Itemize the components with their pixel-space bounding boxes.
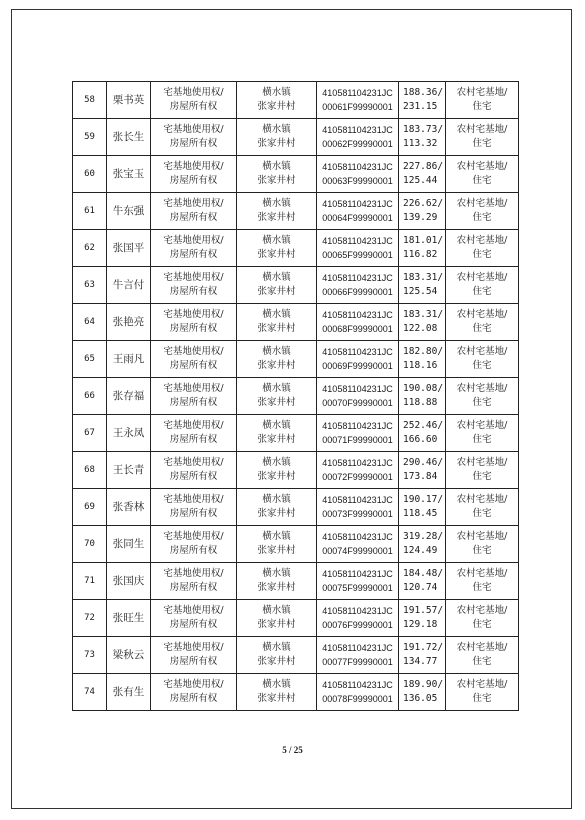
area-values-cell: 290.46/ 173.84	[399, 452, 446, 489]
location-cell: 横水镇 张家井村	[237, 82, 317, 119]
land-use-cell: 农村宅基地/ 住宅	[446, 156, 519, 193]
owner-name-cell: 梁秋云	[107, 637, 151, 674]
row-number-cell: 64	[73, 304, 107, 341]
owner-name-cell: 张宝玉	[107, 156, 151, 193]
table-row	[73, 415, 519, 452]
unit-code-cell: 410581104231JC 00074F99990001	[317, 526, 399, 563]
location-cell: 横水镇 张家井村	[237, 674, 317, 711]
row-number-cell: 58	[73, 82, 107, 119]
unit-code-cell: 410581104231JC 00076F99990001	[317, 600, 399, 637]
area-values-cell: 319.28/ 124.49	[399, 526, 446, 563]
row-number-cell: 74	[73, 674, 107, 711]
area-values-cell: 252.46/ 166.60	[399, 415, 446, 452]
area-values-cell: 184.48/ 120.74	[399, 563, 446, 600]
table-row	[73, 341, 519, 378]
location-cell: 横水镇 张家井村	[237, 193, 317, 230]
land-use-cell: 农村宅基地/ 住宅	[446, 230, 519, 267]
unit-code-cell: 410581104231JC 00075F99990001	[317, 563, 399, 600]
location-cell: 横水镇 张家井村	[237, 526, 317, 563]
right-type-cell: 宅基地使用权/ 房屋所有权	[151, 674, 237, 711]
area-values-cell: 183.73/ 113.32	[399, 119, 446, 156]
location-cell: 横水镇 张家井村	[237, 415, 317, 452]
row-number-cell: 60	[73, 156, 107, 193]
land-use-cell: 农村宅基地/ 住宅	[446, 267, 519, 304]
location-cell: 横水镇 张家井村	[237, 156, 317, 193]
right-type-cell: 宅基地使用权/ 房屋所有权	[151, 452, 237, 489]
owner-name-cell: 牛言付	[107, 267, 151, 304]
table-row	[73, 304, 519, 341]
owner-name-cell: 张同生	[107, 526, 151, 563]
area-values-cell: 189.90/ 136.05	[399, 674, 446, 711]
row-number-cell: 63	[73, 267, 107, 304]
right-type-cell: 宅基地使用权/ 房屋所有权	[151, 563, 237, 600]
owner-name-cell: 张国庆	[107, 563, 151, 600]
table-row	[73, 378, 519, 415]
land-use-cell: 农村宅基地/ 住宅	[446, 378, 519, 415]
land-use-cell: 农村宅基地/ 住宅	[446, 452, 519, 489]
location-cell: 横水镇 张家井村	[237, 267, 317, 304]
area-values-cell: 226.62/ 139.29	[399, 193, 446, 230]
right-type-cell: 宅基地使用权/ 房屋所有权	[151, 304, 237, 341]
land-use-cell: 农村宅基地/ 住宅	[446, 341, 519, 378]
right-type-cell: 宅基地使用权/ 房屋所有权	[151, 156, 237, 193]
location-cell: 横水镇 张家井村	[237, 489, 317, 526]
area-values-cell: 188.36/ 231.15	[399, 82, 446, 119]
unit-code-cell: 410581104231JC 00077F99990001	[317, 637, 399, 674]
right-type-cell: 宅基地使用权/ 房屋所有权	[151, 341, 237, 378]
land-use-cell: 农村宅基地/ 住宅	[446, 526, 519, 563]
owner-name-cell: 王长青	[107, 452, 151, 489]
area-values-cell: 190.17/ 118.45	[399, 489, 446, 526]
unit-code-cell: 410581104231JC 00061F99990001	[317, 82, 399, 119]
unit-code-cell: 410581104231JC 00064F99990001	[317, 193, 399, 230]
table-row	[73, 119, 519, 156]
row-number-cell: 70	[73, 526, 107, 563]
area-values-cell: 183.31/ 122.08	[399, 304, 446, 341]
table-row	[73, 156, 519, 193]
unit-code-cell: 410581104231JC 00063F99990001	[317, 156, 399, 193]
land-use-cell: 农村宅基地/ 住宅	[446, 193, 519, 230]
owner-name-cell: 栗书英	[107, 82, 151, 119]
row-number-cell: 69	[73, 489, 107, 526]
row-number-cell: 72	[73, 600, 107, 637]
owner-name-cell: 王永凤	[107, 415, 151, 452]
owner-name-cell: 王雨凡	[107, 341, 151, 378]
location-cell: 横水镇 张家井村	[237, 230, 317, 267]
right-type-cell: 宅基地使用权/ 房屋所有权	[151, 378, 237, 415]
unit-code-cell: 410581104231JC 00066F99990001	[317, 267, 399, 304]
right-type-cell: 宅基地使用权/ 房屋所有权	[151, 526, 237, 563]
location-cell: 横水镇 张家井村	[237, 637, 317, 674]
row-number-cell: 65	[73, 341, 107, 378]
page-number: 5 / 25	[282, 745, 303, 755]
row-number-cell: 62	[73, 230, 107, 267]
property-registry-table	[72, 81, 519, 711]
land-use-cell: 农村宅基地/ 住宅	[446, 674, 519, 711]
row-number-cell: 66	[73, 378, 107, 415]
row-number-cell: 68	[73, 452, 107, 489]
table-row	[73, 526, 519, 563]
area-values-cell: 191.57/ 129.18	[399, 600, 446, 637]
owner-name-cell: 牛东强	[107, 193, 151, 230]
land-use-cell: 农村宅基地/ 住宅	[446, 489, 519, 526]
row-number-cell: 67	[73, 415, 107, 452]
land-use-cell: 农村宅基地/ 住宅	[446, 82, 519, 119]
area-values-cell: 181.01/ 116.82	[399, 230, 446, 267]
location-cell: 横水镇 张家井村	[237, 378, 317, 415]
area-values-cell: 182.80/ 118.16	[399, 341, 446, 378]
right-type-cell: 宅基地使用权/ 房屋所有权	[151, 489, 237, 526]
land-use-cell: 农村宅基地/ 住宅	[446, 304, 519, 341]
row-number-cell: 59	[73, 119, 107, 156]
unit-code-cell: 410581104231JC 00062F99990001	[317, 119, 399, 156]
land-use-cell: 农村宅基地/ 住宅	[446, 119, 519, 156]
area-values-cell: 227.86/ 125.44	[399, 156, 446, 193]
right-type-cell: 宅基地使用权/ 房屋所有权	[151, 267, 237, 304]
table-row	[73, 489, 519, 526]
location-cell: 横水镇 张家井村	[237, 563, 317, 600]
table-row	[73, 82, 519, 119]
right-type-cell: 宅基地使用权/ 房屋所有权	[151, 82, 237, 119]
owner-name-cell: 张国平	[107, 230, 151, 267]
table-row	[73, 600, 519, 637]
unit-code-cell: 410581104231JC 00073F99990001	[317, 489, 399, 526]
owner-name-cell: 张香林	[107, 489, 151, 526]
area-values-cell: 191.72/ 134.77	[399, 637, 446, 674]
unit-code-cell: 410581104231JC 00078F99990001	[317, 674, 399, 711]
location-cell: 横水镇 张家井村	[237, 304, 317, 341]
unit-code-cell: 410581104231JC 00070F99990001	[317, 378, 399, 415]
owner-name-cell: 张艳亮	[107, 304, 151, 341]
location-cell: 横水镇 张家井村	[237, 119, 317, 156]
right-type-cell: 宅基地使用权/ 房屋所有权	[151, 637, 237, 674]
table-row	[73, 563, 519, 600]
table-row	[73, 674, 519, 711]
row-number-cell: 61	[73, 193, 107, 230]
row-number-cell: 73	[73, 637, 107, 674]
unit-code-cell: 410581104231JC 00069F99990001	[317, 341, 399, 378]
right-type-cell: 宅基地使用权/ 房屋所有权	[151, 600, 237, 637]
land-use-cell: 农村宅基地/ 住宅	[446, 415, 519, 452]
unit-code-cell: 410581104231JC 00072F99990001	[317, 452, 399, 489]
area-values-cell: 183.31/ 125.54	[399, 267, 446, 304]
land-use-cell: 农村宅基地/ 住宅	[446, 600, 519, 637]
table-row	[73, 267, 519, 304]
right-type-cell: 宅基地使用权/ 房屋所有权	[151, 193, 237, 230]
owner-name-cell: 张旺生	[107, 600, 151, 637]
unit-code-cell: 410581104231JC 00071F99990001	[317, 415, 399, 452]
table-row	[73, 452, 519, 489]
unit-code-cell: 410581104231JC 00068F99990001	[317, 304, 399, 341]
row-number-cell: 71	[73, 563, 107, 600]
table-row	[73, 230, 519, 267]
land-use-cell: 农村宅基地/ 住宅	[446, 637, 519, 674]
area-values-cell: 190.08/ 118.88	[399, 378, 446, 415]
location-cell: 横水镇 张家井村	[237, 452, 317, 489]
location-cell: 横水镇 张家井村	[237, 341, 317, 378]
right-type-cell: 宅基地使用权/ 房屋所有权	[151, 230, 237, 267]
right-type-cell: 宅基地使用权/ 房屋所有权	[151, 119, 237, 156]
table-row	[73, 637, 519, 674]
right-type-cell: 宅基地使用权/ 房屋所有权	[151, 415, 237, 452]
land-use-cell: 农村宅基地/ 住宅	[446, 563, 519, 600]
table-row	[73, 193, 519, 230]
owner-name-cell: 张存福	[107, 378, 151, 415]
unit-code-cell: 410581104231JC 00065F99990001	[317, 230, 399, 267]
owner-name-cell: 张有生	[107, 674, 151, 711]
owner-name-cell: 张长生	[107, 119, 151, 156]
location-cell: 横水镇 张家井村	[237, 600, 317, 637]
